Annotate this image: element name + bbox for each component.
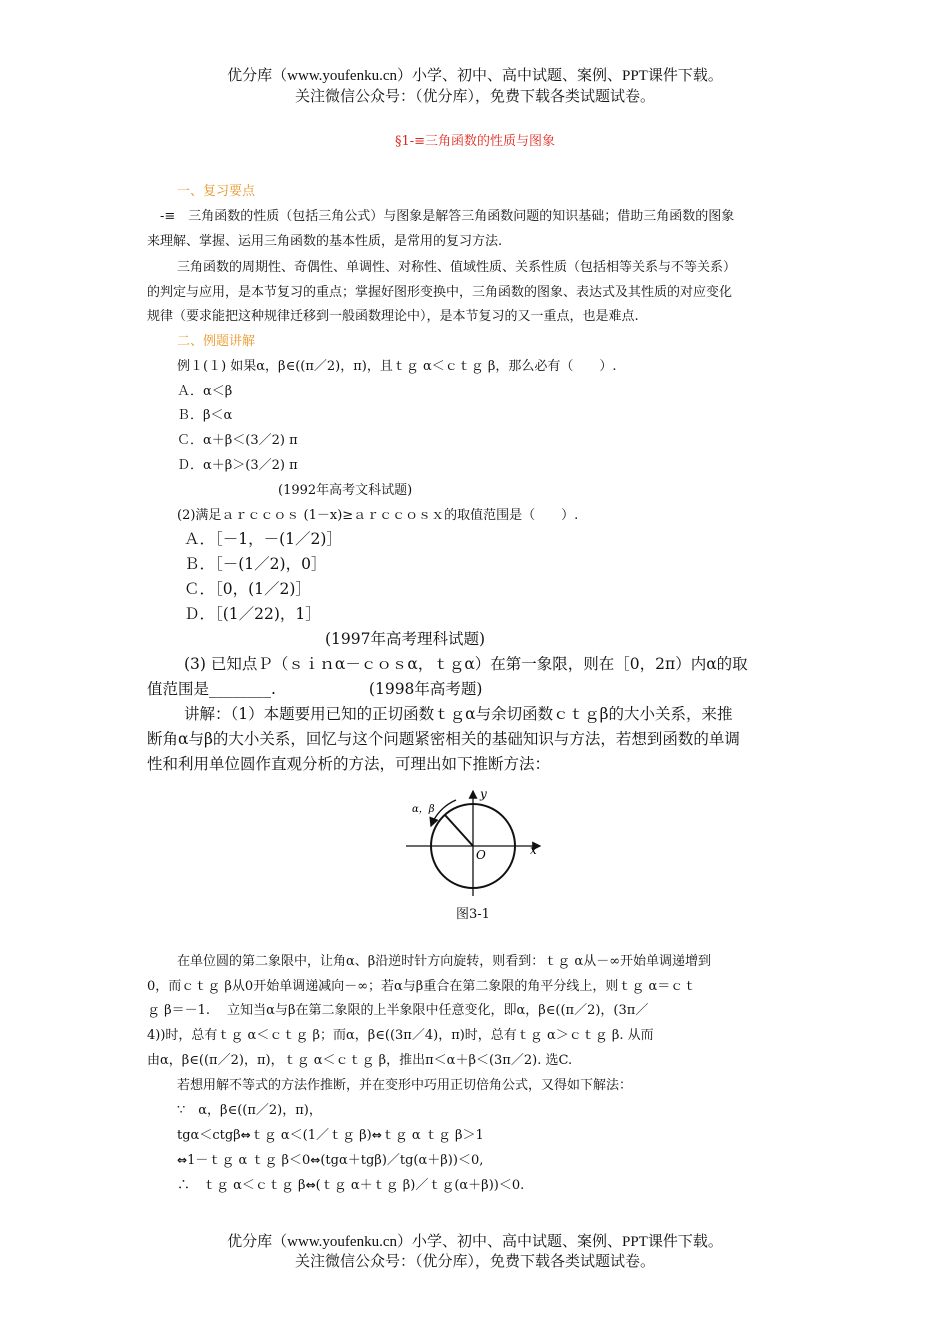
derivation-1-part-c: ｔｇ α ｔｇ β＞1 bbox=[381, 1128, 484, 1143]
body-line-6: 若想用解不等式的方法作推断，并在变形中巧用正切倍角公式，又得如下解法： bbox=[177, 1078, 633, 1093]
body-line-7: ∵ α，β∈((π／2)，π)， bbox=[177, 1103, 322, 1118]
iff-icon: ⇔ bbox=[371, 1128, 382, 1142]
derivation-line-1 bbox=[177, 1124, 484, 1143]
explanation-line-3: 性和利用单位圆作直观分析的方法，可理出如下推断方法： bbox=[147, 755, 551, 773]
page-title: §1-≡三角函数的性质与图象 bbox=[394, 134, 556, 149]
header-line-2: 关注微信公众号：（优分库），免费下载各类试题试卷。 bbox=[294, 89, 655, 105]
paragraph-2-line-3: 规律（要求能把这种规律迁移到一般函数理论中），是本节复习的又一重点，也是难点. bbox=[147, 309, 639, 324]
explanation-line-1: 讲解：（1）本题要用已知的正切函数ｔｇα与余切函数ｃｔｇβ的大小关系，来推 bbox=[184, 705, 733, 723]
iff-icon: ⇔ bbox=[177, 1153, 188, 1167]
footer-line-2: 关注微信公众号：（优分库），免费下载各类试题试卷。 bbox=[294, 1254, 655, 1270]
derivation-3-part-b: (ｔｇ α＋ｔｇ β)／ｔｇ(α＋β))＜0. bbox=[315, 1178, 525, 1193]
example-1-question: 例１(１) 如果α，β∈((π／2)，π)，且ｔｇ α＜ｃｔｇ β，那么必有（ ）. bbox=[177, 359, 617, 374]
example-2-source: (1997年高考理科试题) bbox=[325, 630, 486, 648]
example-2-option-b: Ｂ．［－(1／2)，0］ bbox=[184, 555, 327, 573]
terminal-ray bbox=[445, 815, 473, 846]
explanation-line-2: 断角α与β的大小关系，回忆与这个问题紧密相关的基础知识与方法，若想到函数的单调 bbox=[147, 730, 740, 748]
y-axis-label: y bbox=[480, 788, 487, 801]
derivation-line-2 bbox=[177, 1149, 483, 1168]
iff-icon: ⇔ bbox=[240, 1128, 251, 1142]
example-1-option-a: Ａ．α＜β bbox=[177, 384, 233, 399]
paragraph-2-line-1: 三角函数的周期性、奇偶性、单调性、对称性、值域性质、关系性质（包括相等关系与不等关系） bbox=[177, 260, 737, 275]
derivation-2-part-a: 1－ｔｇ α ｔｇ β＜0 bbox=[187, 1153, 311, 1168]
body-line-1: 在单位圆的第二象限中，让角α、β沿逆时针方向旋转，则看到：ｔｇ α从－∞开始单调递增到 bbox=[177, 954, 712, 969]
body-line-3: ｇ β＝－1. 立知当α与β在第二象限的上半象限中任意变化，即α，β∈((π／2)，(3π／ bbox=[147, 1003, 649, 1018]
iff-icon: ⇔ bbox=[305, 1178, 316, 1192]
section-heading-examples: 二、例题讲解 bbox=[177, 334, 256, 349]
section-heading-review: 一、复习要点 bbox=[177, 184, 256, 199]
x-axis-label: x bbox=[530, 843, 537, 857]
example-2-option-a: Ａ．［－1，－(1／2)］ bbox=[184, 530, 342, 548]
paragraph-2-line-2: 的判定与应用，是本节复习的重点；掌握好图形变换中，三角函数的图象、表达式及其性质的对应变化 bbox=[147, 285, 733, 300]
example-2-option-d: Ｄ．［(1／22)，1］ bbox=[184, 605, 321, 623]
paragraph-1-line-2: 来理解、掌握、运用三角函数的基本性质，是常用的复习方法. bbox=[147, 234, 503, 249]
derivation-line-3 bbox=[177, 1174, 524, 1193]
figure-caption: 图3-1 bbox=[456, 907, 490, 922]
unit-circle-diagram bbox=[398, 788, 548, 898]
example-1-option-c: Ｃ．α＋β＜(3／2) π bbox=[177, 433, 298, 448]
example-1-source: (1992年高考文科试题) bbox=[278, 483, 413, 498]
iff-icon: ⇔ bbox=[310, 1153, 321, 1167]
header-line-1: 优分库（www.youfenku.cn）小学、初中、高中试题、案例、PPT课件下载。 bbox=[227, 68, 723, 84]
example-1-option-d: Ｄ．α＋β＞(3／2) π bbox=[177, 458, 298, 473]
paragraph-1-line-1: -≡ 三角函数的性质（包括三角公式）与图象是解答三角函数问题的知识基础；借助三角函数的图象 bbox=[160, 209, 735, 224]
example-2-question: (2)满足ａｒｃｃｏｓ (1－x)≥ａｒｃｃｏｓｘ的取值范围是（ ）. bbox=[177, 508, 579, 523]
angle-label: α，β bbox=[412, 804, 435, 815]
derivation-1-part-b: ｔｇ α＜(1／ｔｇ β) bbox=[250, 1128, 372, 1143]
derivation-1-part-a: tgα＜ctgβ bbox=[177, 1128, 241, 1143]
example-3-line-2: 值范围是________. (1998年高考题) bbox=[147, 680, 483, 698]
example-1-option-b: Ｂ．β＜α bbox=[177, 408, 233, 423]
origin-label: O bbox=[476, 848, 486, 862]
derivation-3-part-a: ∴ ｔｇ α＜ｃｔｇ β bbox=[177, 1178, 306, 1193]
body-line-4: 4))时，总有ｔｇ α＜ｃｔｇ β；而α，β∈((3π／4)，π)时，总有ｔｇ α＞ｃｔｇ β. 从而 bbox=[147, 1028, 654, 1043]
example-3-line-1: (3) 已知点Ｐ（ｓｉｎα－ｃｏｓα，ｔｇα）在第一象限，则在［0，2π）内α的取 bbox=[184, 655, 748, 673]
example-2-option-c: Ｃ．［0，(1／2)］ bbox=[184, 580, 311, 598]
body-line-5: 由α，β∈((π／2)，π)，ｔｇ α＜ｃｔｇ β，推出π＜α＋β＜(3π／2). 选C. bbox=[147, 1053, 573, 1068]
body-line-2: 0，而ｃｔｇ β从0开始单调递减向－∞；若α与β重合在第二象限的角平分线上，则ｔｇ α＝ｃｔ bbox=[147, 979, 697, 994]
footer-line-1: 优分库（www.youfenku.cn）小学、初中、高中试题、案例、PPT课件下载。 bbox=[227, 1234, 723, 1250]
derivation-2-part-b: (tgα＋tgβ)／tg(α＋β))＜0, bbox=[320, 1153, 484, 1168]
unit-circle-figure bbox=[398, 788, 548, 898]
